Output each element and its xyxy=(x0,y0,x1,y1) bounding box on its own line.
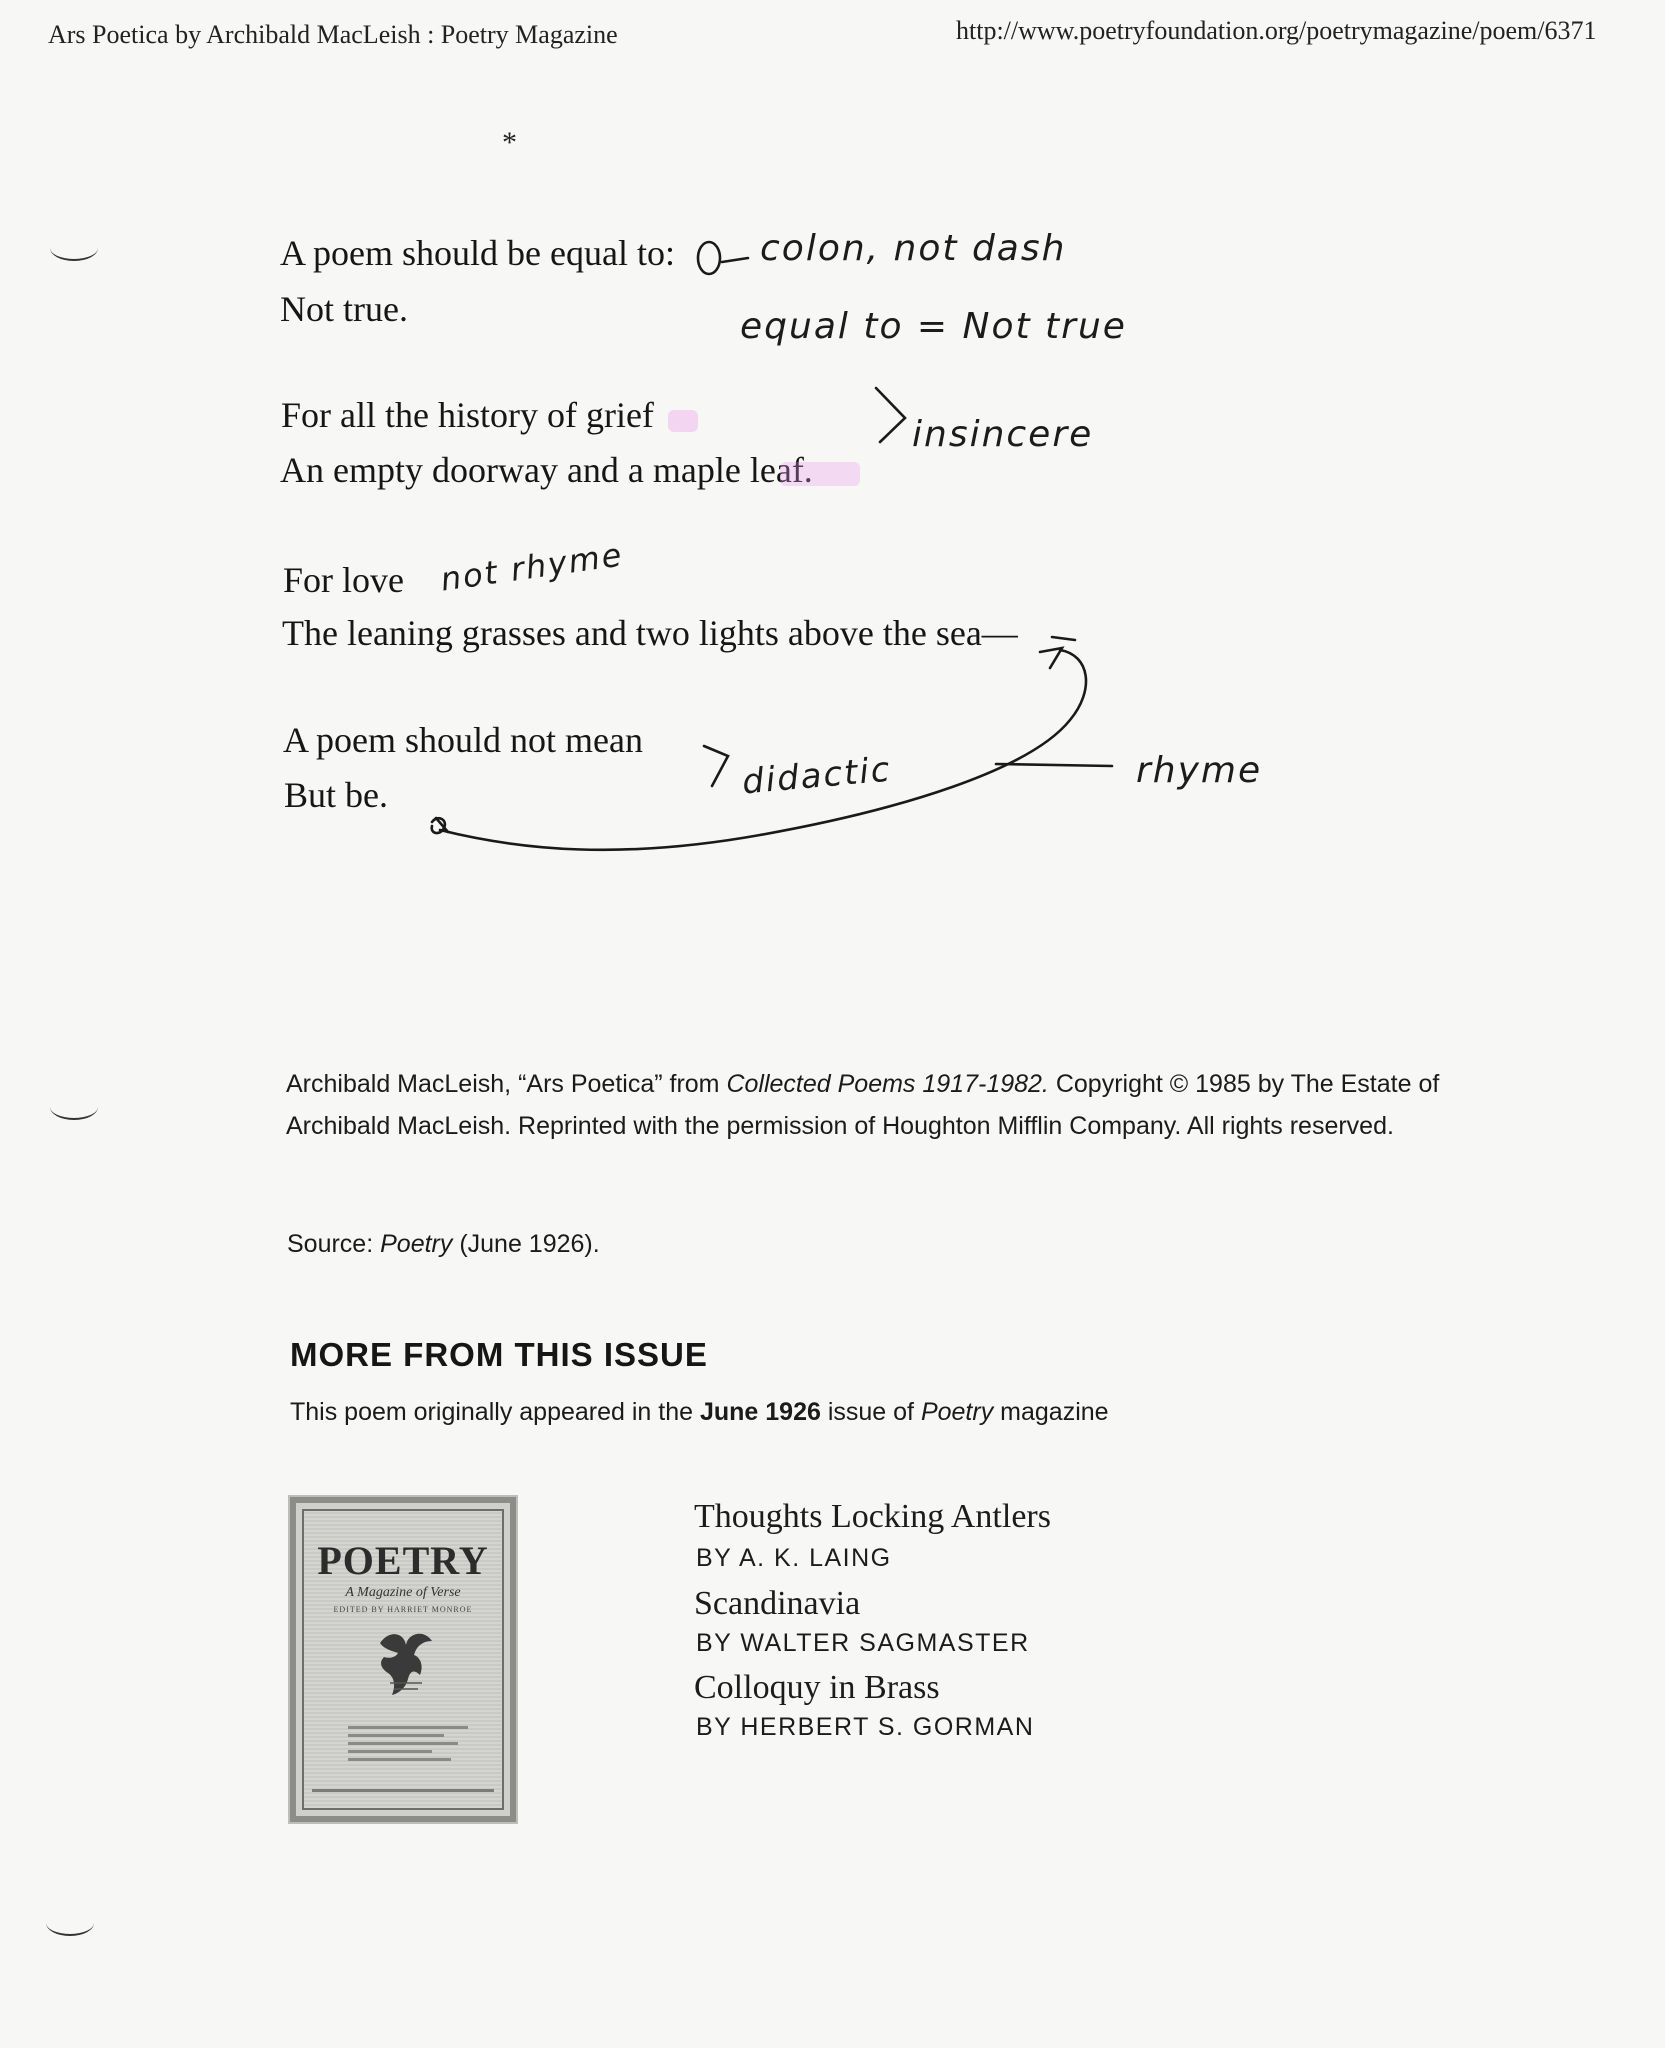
issue-cover-image[interactable] xyxy=(290,1497,516,1822)
cover-title: POETRY xyxy=(317,1538,489,1583)
arrowhead xyxy=(1040,648,1062,668)
magazine-name: Poetry xyxy=(920,1398,994,1426)
credit-collection: Collected Poems 1917-1982. xyxy=(726,1070,1049,1098)
circle-mark xyxy=(698,242,720,274)
issue-text-before: This poem originally appeared in the xyxy=(290,1398,700,1426)
poem-line: For love xyxy=(283,560,404,600)
cover-editor-line: EDITED BY HARRIET MONROE xyxy=(333,1605,473,1614)
cover-contents-lines xyxy=(348,1721,468,1766)
annotation-colon: colon, not dash xyxy=(760,228,1067,269)
credit-copyright: Copyright © 1985 by The Estate of Archibald MacLeish. Reprinted with the permission of Houghton Mifflin Company. All rights reserved. xyxy=(286,1070,1440,1140)
pegasus-emblem-icon xyxy=(370,1623,442,1701)
print-header-url: http://www.poetryfoundation.org/poetrymagazine/poem/6371 xyxy=(956,16,1597,45)
arrowhead xyxy=(1052,637,1075,640)
poem-line: For all the history of grief xyxy=(281,395,654,435)
poem-line: A poem should not mean xyxy=(283,720,643,760)
source-date: (June 1926). xyxy=(452,1230,600,1258)
related-poem-title[interactable]: Colloquy in Brass xyxy=(694,1669,940,1706)
punch-hole-mark xyxy=(46,1910,94,1936)
issue-link[interactable]: June 1926 xyxy=(699,1398,821,1426)
related-poem-author[interactable]: BY A. K. LAING xyxy=(696,1544,892,1572)
more-from-issue-heading: MORE FROM THIS ISSUE xyxy=(290,1336,708,1373)
cover-subtitle: A Magazine of Verse xyxy=(345,1585,461,1600)
related-poem-author[interactable]: BY HERBERT S. GORMAN xyxy=(696,1713,1035,1741)
issue-text-after: magazine xyxy=(993,1398,1109,1426)
dash-mark xyxy=(722,258,748,262)
related-poem-title[interactable]: Thoughts Locking Antlers xyxy=(694,1498,1051,1535)
more-from-issue-text xyxy=(290,1398,1109,1427)
annotation-rhyme: rhyme xyxy=(1136,750,1263,791)
credit-from: from xyxy=(662,1070,727,1098)
issue-text-middle: issue of xyxy=(820,1398,921,1426)
highlighter-mark xyxy=(780,462,860,486)
credit-author: Archibald MacLeish, xyxy=(286,1070,519,1098)
source-label: Source: xyxy=(287,1230,381,1258)
source-line xyxy=(287,1230,600,1259)
bracket-mark xyxy=(876,388,905,442)
poem-line: A poem should be equal to: xyxy=(280,233,675,273)
highlighter-mark xyxy=(668,410,698,432)
related-poem-title[interactable]: Scandinavia xyxy=(694,1585,861,1622)
poem-line: The leaning grasses and two lights above the sea— xyxy=(282,613,1018,653)
annotation-equal: equal to = Not true xyxy=(740,306,1127,347)
poem-line: But be. xyxy=(284,775,388,815)
punch-hole-mark xyxy=(50,1094,98,1120)
cover-footer-line xyxy=(312,1789,494,1792)
annotation-didactic: didactic xyxy=(740,749,894,803)
credit-poem-title: “Ars Poetica” xyxy=(518,1070,663,1098)
copyright-credit xyxy=(286,1063,1516,1147)
punch-hole-mark xyxy=(50,235,98,261)
poem-line: Not true. xyxy=(280,289,408,329)
bracket-mark xyxy=(704,746,728,786)
annotation-insincere: insincere xyxy=(912,414,1094,455)
scribble xyxy=(432,818,445,833)
source-magazine[interactable]: Poetry xyxy=(380,1230,453,1258)
related-poem-author[interactable]: BY WALTER SAGMASTER xyxy=(696,1629,1030,1657)
annotation-not-rhyme: not rhyme xyxy=(438,535,626,599)
cover-border xyxy=(302,1509,504,1810)
print-header-title: Ars Poetica by Archibald MacLeish : Poetry Magazine xyxy=(48,20,618,49)
section-mark: * xyxy=(502,126,517,159)
connector-line xyxy=(996,764,1112,766)
poem-line: An empty doorway and a maple leaf. xyxy=(280,450,813,490)
scribble xyxy=(436,818,448,832)
